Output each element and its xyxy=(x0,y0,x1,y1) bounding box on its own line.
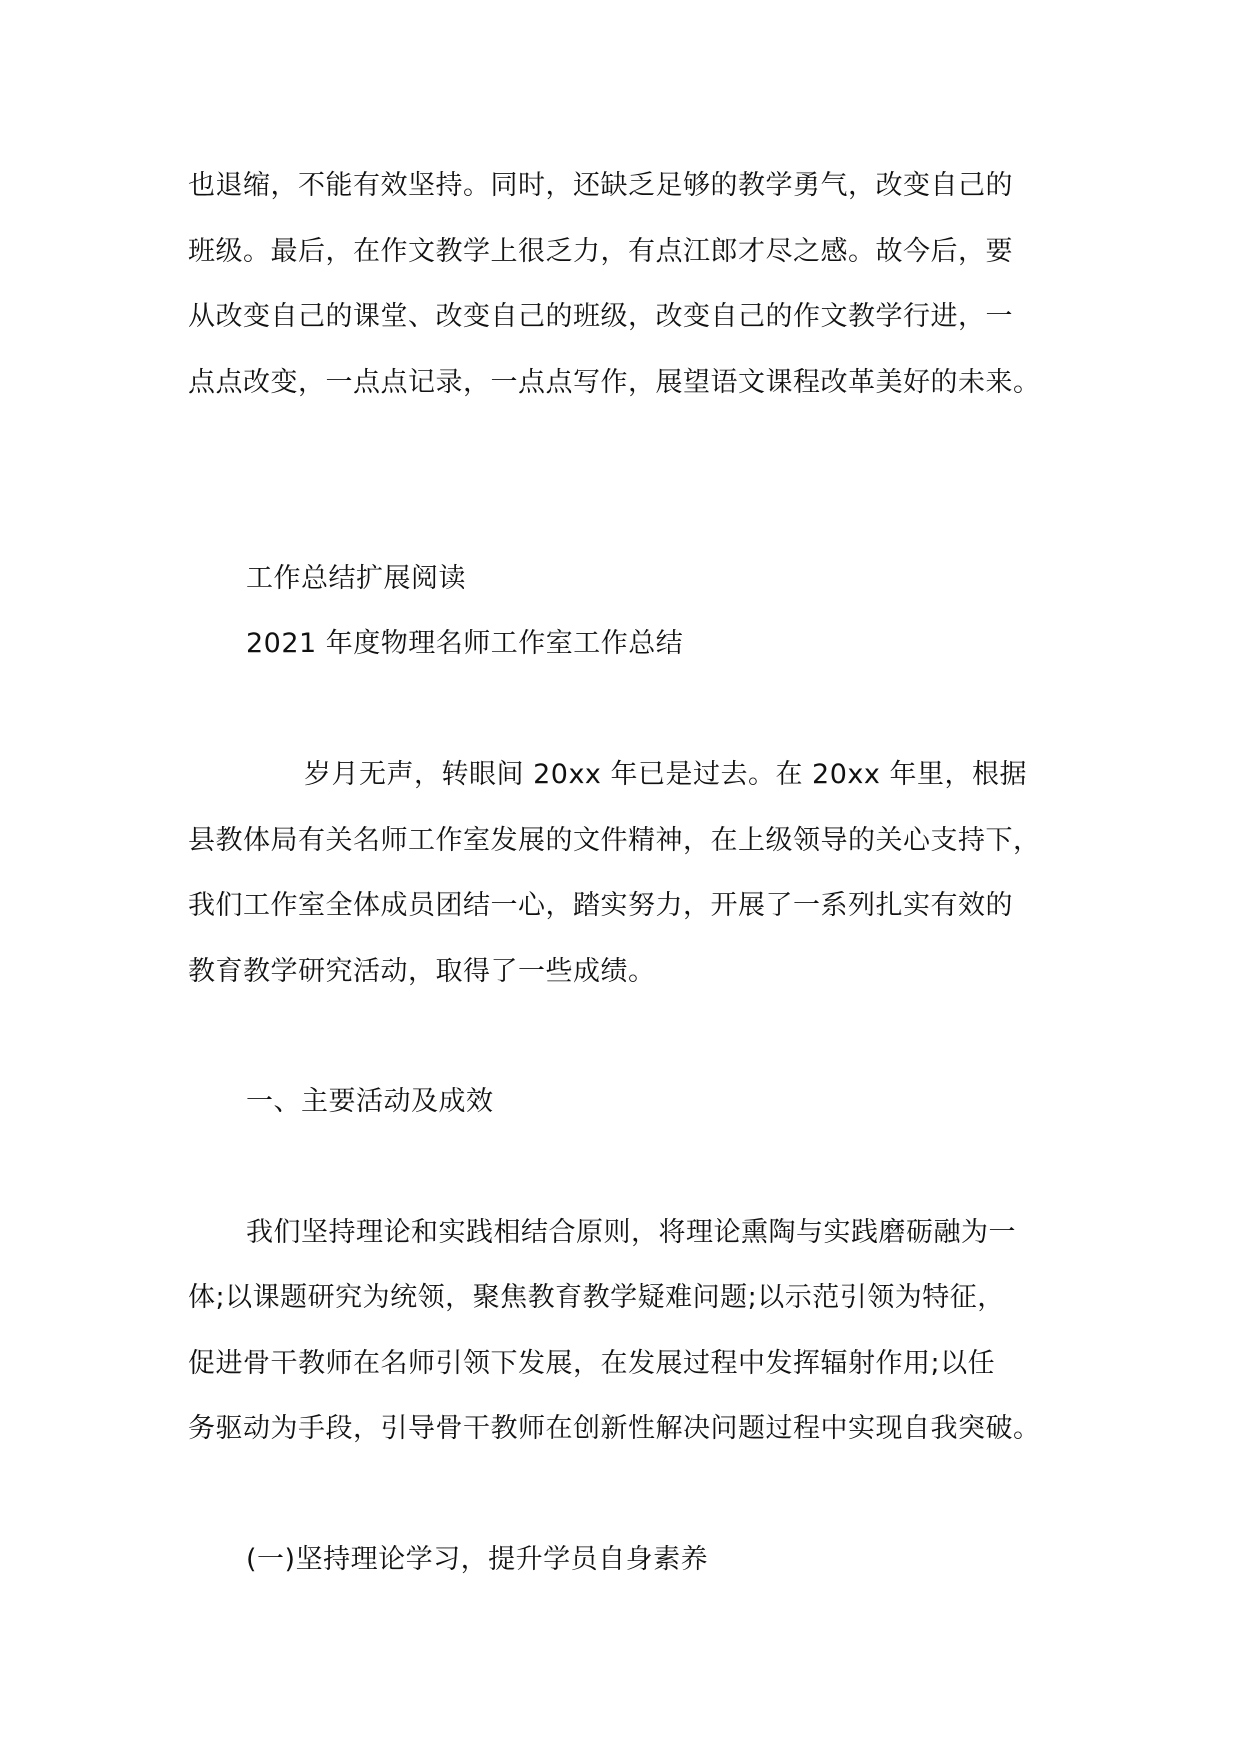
extended-reading-heading: 工作总结扩展阅读 xyxy=(246,563,466,594)
section-one-paragraph-line-2: 体;以课题研究为统领，聚焦教育教学疑难问题;以示范引领为特征， xyxy=(188,1282,1005,1313)
subsection-one-heading: (一)坚持理论学习，提升学员自身素养 xyxy=(246,1544,709,1575)
intro-paragraph-line-4: 点点改变，一点点记录，一点点写作，展望语文课程改革美好的未来。 xyxy=(188,367,1041,398)
opening-paragraph-line-1: 岁月无声，转眼间 20xx 年已是过去。在 20xx 年里，根据 xyxy=(304,759,1027,790)
section-one-paragraph-line-3: 促进骨干教师在名师引领下发展，在发展过程中发挥辐射作用;以任 xyxy=(188,1348,996,1379)
opening-paragraph-line-2: 县教体局有关名师工作室发展的文件精神，在上级领导的关心支持下， xyxy=(188,825,1041,856)
article-title: 2021 年度物理名师工作室工作总结 xyxy=(246,628,684,659)
intro-paragraph-line-3: 从改变自己的课堂、改变自己的班级，改变自己的作文教学行进，一 xyxy=(188,301,1013,332)
section-one-paragraph-line-1: 我们坚持理论和实践相结合原则，将理论熏陶与实践磨砺融为一 xyxy=(246,1217,1016,1248)
section-one-paragraph-line-4: 务驱动为手段，引导骨干教师在创新性解决问题过程中实现自我突破。 xyxy=(188,1413,1041,1444)
intro-paragraph-line-1: 也退缩，不能有效坚持。同时，还缺乏足够的教学勇气，改变自己的 xyxy=(188,170,1013,201)
opening-paragraph-line-3: 我们工作室全体成员团结一心，踏实努力，开展了一系列扎实有效的 xyxy=(188,890,1013,921)
intro-paragraph-line-2: 班级。最后，在作文教学上很乏力，有点江郎才尽之感。故今后，要 xyxy=(188,236,1013,267)
section-one-heading: 一、主要活动及成效 xyxy=(246,1086,494,1117)
opening-paragraph-line-4: 教育教学研究活动，取得了一些成绩。 xyxy=(188,956,656,987)
